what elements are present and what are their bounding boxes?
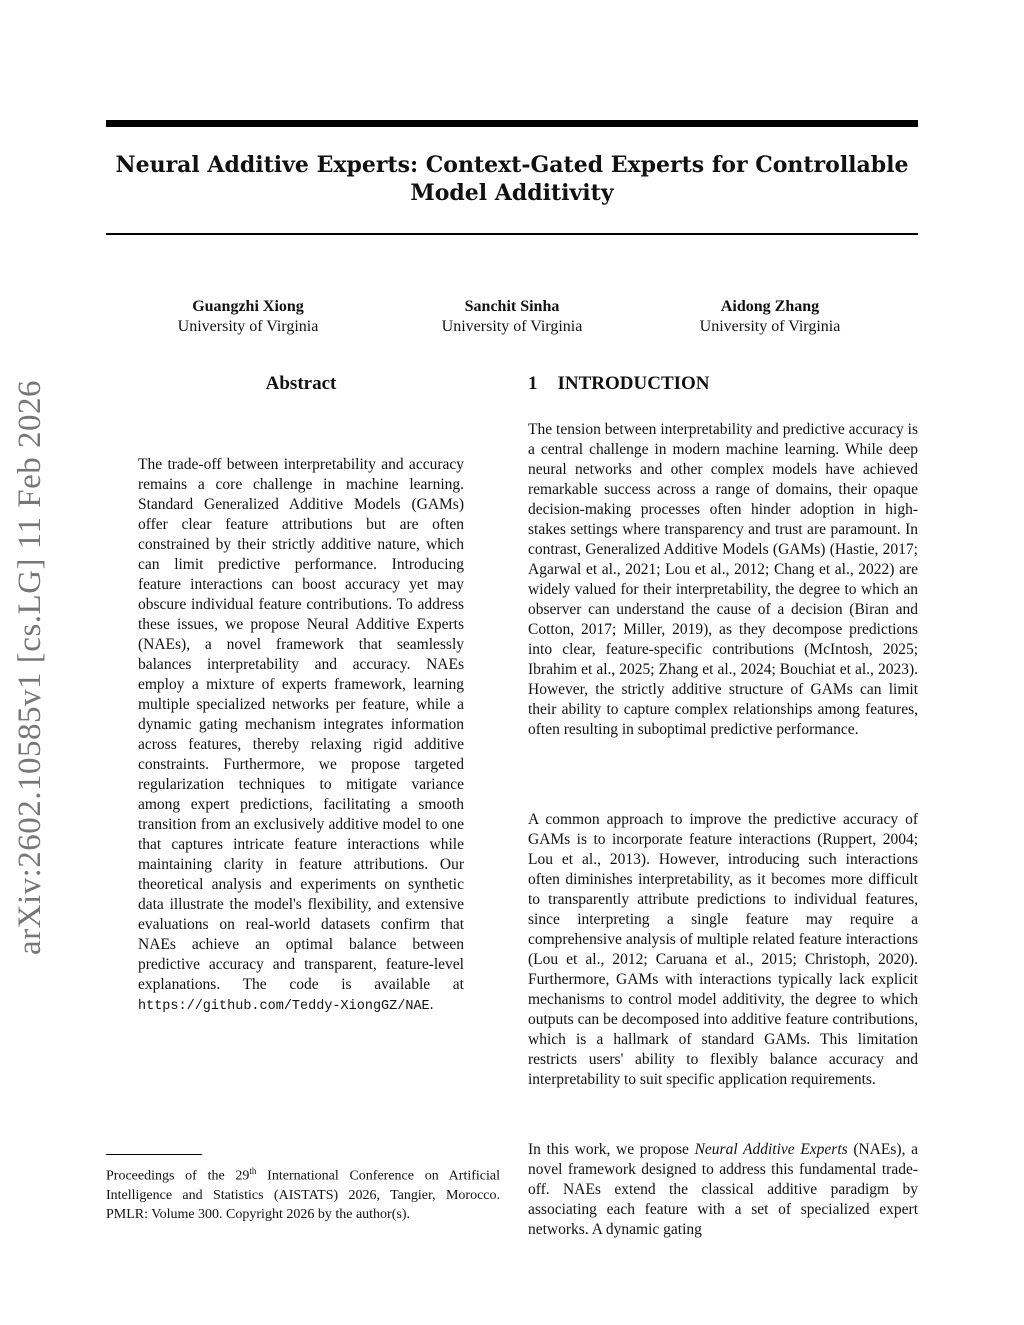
intro-paragraph-1: The tension between interpretability and predictive accuracy is a central challenge in modern machine learning. While deep neural networks and other complex models have achieved remarkable success across a range of domains, their opaque decision-making processes often hinder adoption in high-stakes settings where transparency and trust are paramount. In contrast, Generalized Additive Models (GAMs) (Hastie, 2017; Agarwal et al., 2021; Lou et al., 2012; Chang et al., 2022) are widely valued for their interpretability, the degree to which an observer can understand the cause of a decision (Biran and Cotton, 2017; Miller, 2019), as they decompose predictions into clear, feature-specific contributions (McIntosh, 2025; Ibrahim et al., 2025; Zhang et al., 2024; Bouchiat et al., 2023). However, the strictly additive structure of GAMs can limit their ability to capture complex relationships among features, often resulting in suboptimal predictive performance. — [528, 421, 918, 738]
author-3 — [640, 297, 900, 337]
footnote-rule — [106, 1154, 202, 1155]
abstract-text — [138, 455, 464, 1017]
author-affiliation: University of Virginia — [441, 318, 583, 335]
author-name: Guangzhi Xiong — [192, 298, 304, 315]
abstract-end: . — [429, 996, 434, 1013]
code-link[interactable]: https://github.com/Teddy-XiongGZ/NAE — [138, 999, 430, 1014]
arxiv-identifier: arXiv:2602.10585v1 [cs.LG] 11 Feb 2026 — [12, 379, 48, 955]
paper-title: Neural Additive Experts: Context-Gated Experts for Controllable Model Additivity — [115, 152, 909, 206]
author-affiliation: University of Virginia — [699, 318, 841, 335]
author-2 — [382, 297, 642, 337]
intro-paragraph-2: A common approach to improve the predictive accuracy of GAMs is to incorporate feature interactions (Ruppert, 2004; Lou et al., 2013). However, introducing such interactions often diminishes interpretability, as it becomes more difficult to transparently attribute predictions to individual features, since interpreting a single feature may require a comprehensive analysis of multiple related feature interactions (Lou et al., 2012; Caruana et al., 2015; Christoph, 2020). Furthermore, GAMs with interactions typically lack explicit mechanisms to control model additivity, the degree to which outputs can be decomposed into additive feature contributions, which is a hallmark of standard GAMs. This limitation restricts users' ability to flexibly balance accuracy and interpretability to suit specific application requirements. — [528, 811, 918, 1088]
intro-p3-rest: (NAEs), a novel framework designed to address this fundamental trade-off. NAEs extend the classical additive paradigm by associating each feature with a set of specialized expert networks. A dynamic gating — [528, 1141, 918, 1238]
abstract-body: The trade-off between interpretability and accuracy remains a core challenge in machine learning. Standard Generalized Additive Models (GAMs) offer clear feature attributions but are often constrained by their strictly additive nature, which can limit predictive performance. Introducing feature interactions can boost accuracy yet may obscure individual feature contributions. To address these issues, we propose Neural Additive Experts (NAEs), a novel framework that seamlessly balances interpretability and accuracy. NAEs employ a mixture of experts framework, learning multiple specialized networks per feature, while a dynamic gating mechanism integrates information across features, thereby relaxing rigid additive constraints. Furthermore, we propose targeted regularization techniques to mitigate variance among expert predictions, facilitating a smooth transition from an exclusively additive model to one that captures intricate feature interactions while maintaining clarity in feature attributions. Our theoretical analysis and experiments on synthetic data illustrate the model's flexibility, and extensive evaluations on real-world datasets confirm that NAEs achieve an optimal balance between predictive accuracy and transparent, feature-level explanations. The code is available at — [138, 456, 464, 993]
author-name: Aidong Zhang — [720, 298, 820, 315]
title-rule-bottom — [106, 233, 918, 235]
author-1 — [118, 297, 378, 337]
author-affiliation: University of Virginia — [177, 318, 319, 335]
footnote-sup: th — [249, 1166, 257, 1176]
section-title: INTRODUCTION — [557, 373, 710, 394]
intro-paragraph-3 — [528, 1140, 918, 1240]
footnote — [106, 1162, 500, 1224]
footnote-rest: International Conference on Artificial Intelligence and Statistics (AISTATS) 2026, Tangier, Morocco. PMLR: Volume 300. Copyright 2026 by the author(s). — [106, 1168, 500, 1222]
title-rule-top — [106, 120, 918, 127]
author-name: Sanchit Sinha — [464, 298, 560, 315]
introduction-heading — [528, 373, 918, 395]
intro-p3-prefix: In this work, we propose — [528, 1141, 695, 1158]
abstract-heading: Abstract — [265, 373, 337, 394]
section-number: 1 — [528, 373, 538, 394]
intro-p3-emphasis: Neural Additive Experts — [694, 1141, 848, 1158]
footnote-prefix: Proceedings of the 29 — [106, 1168, 250, 1184]
